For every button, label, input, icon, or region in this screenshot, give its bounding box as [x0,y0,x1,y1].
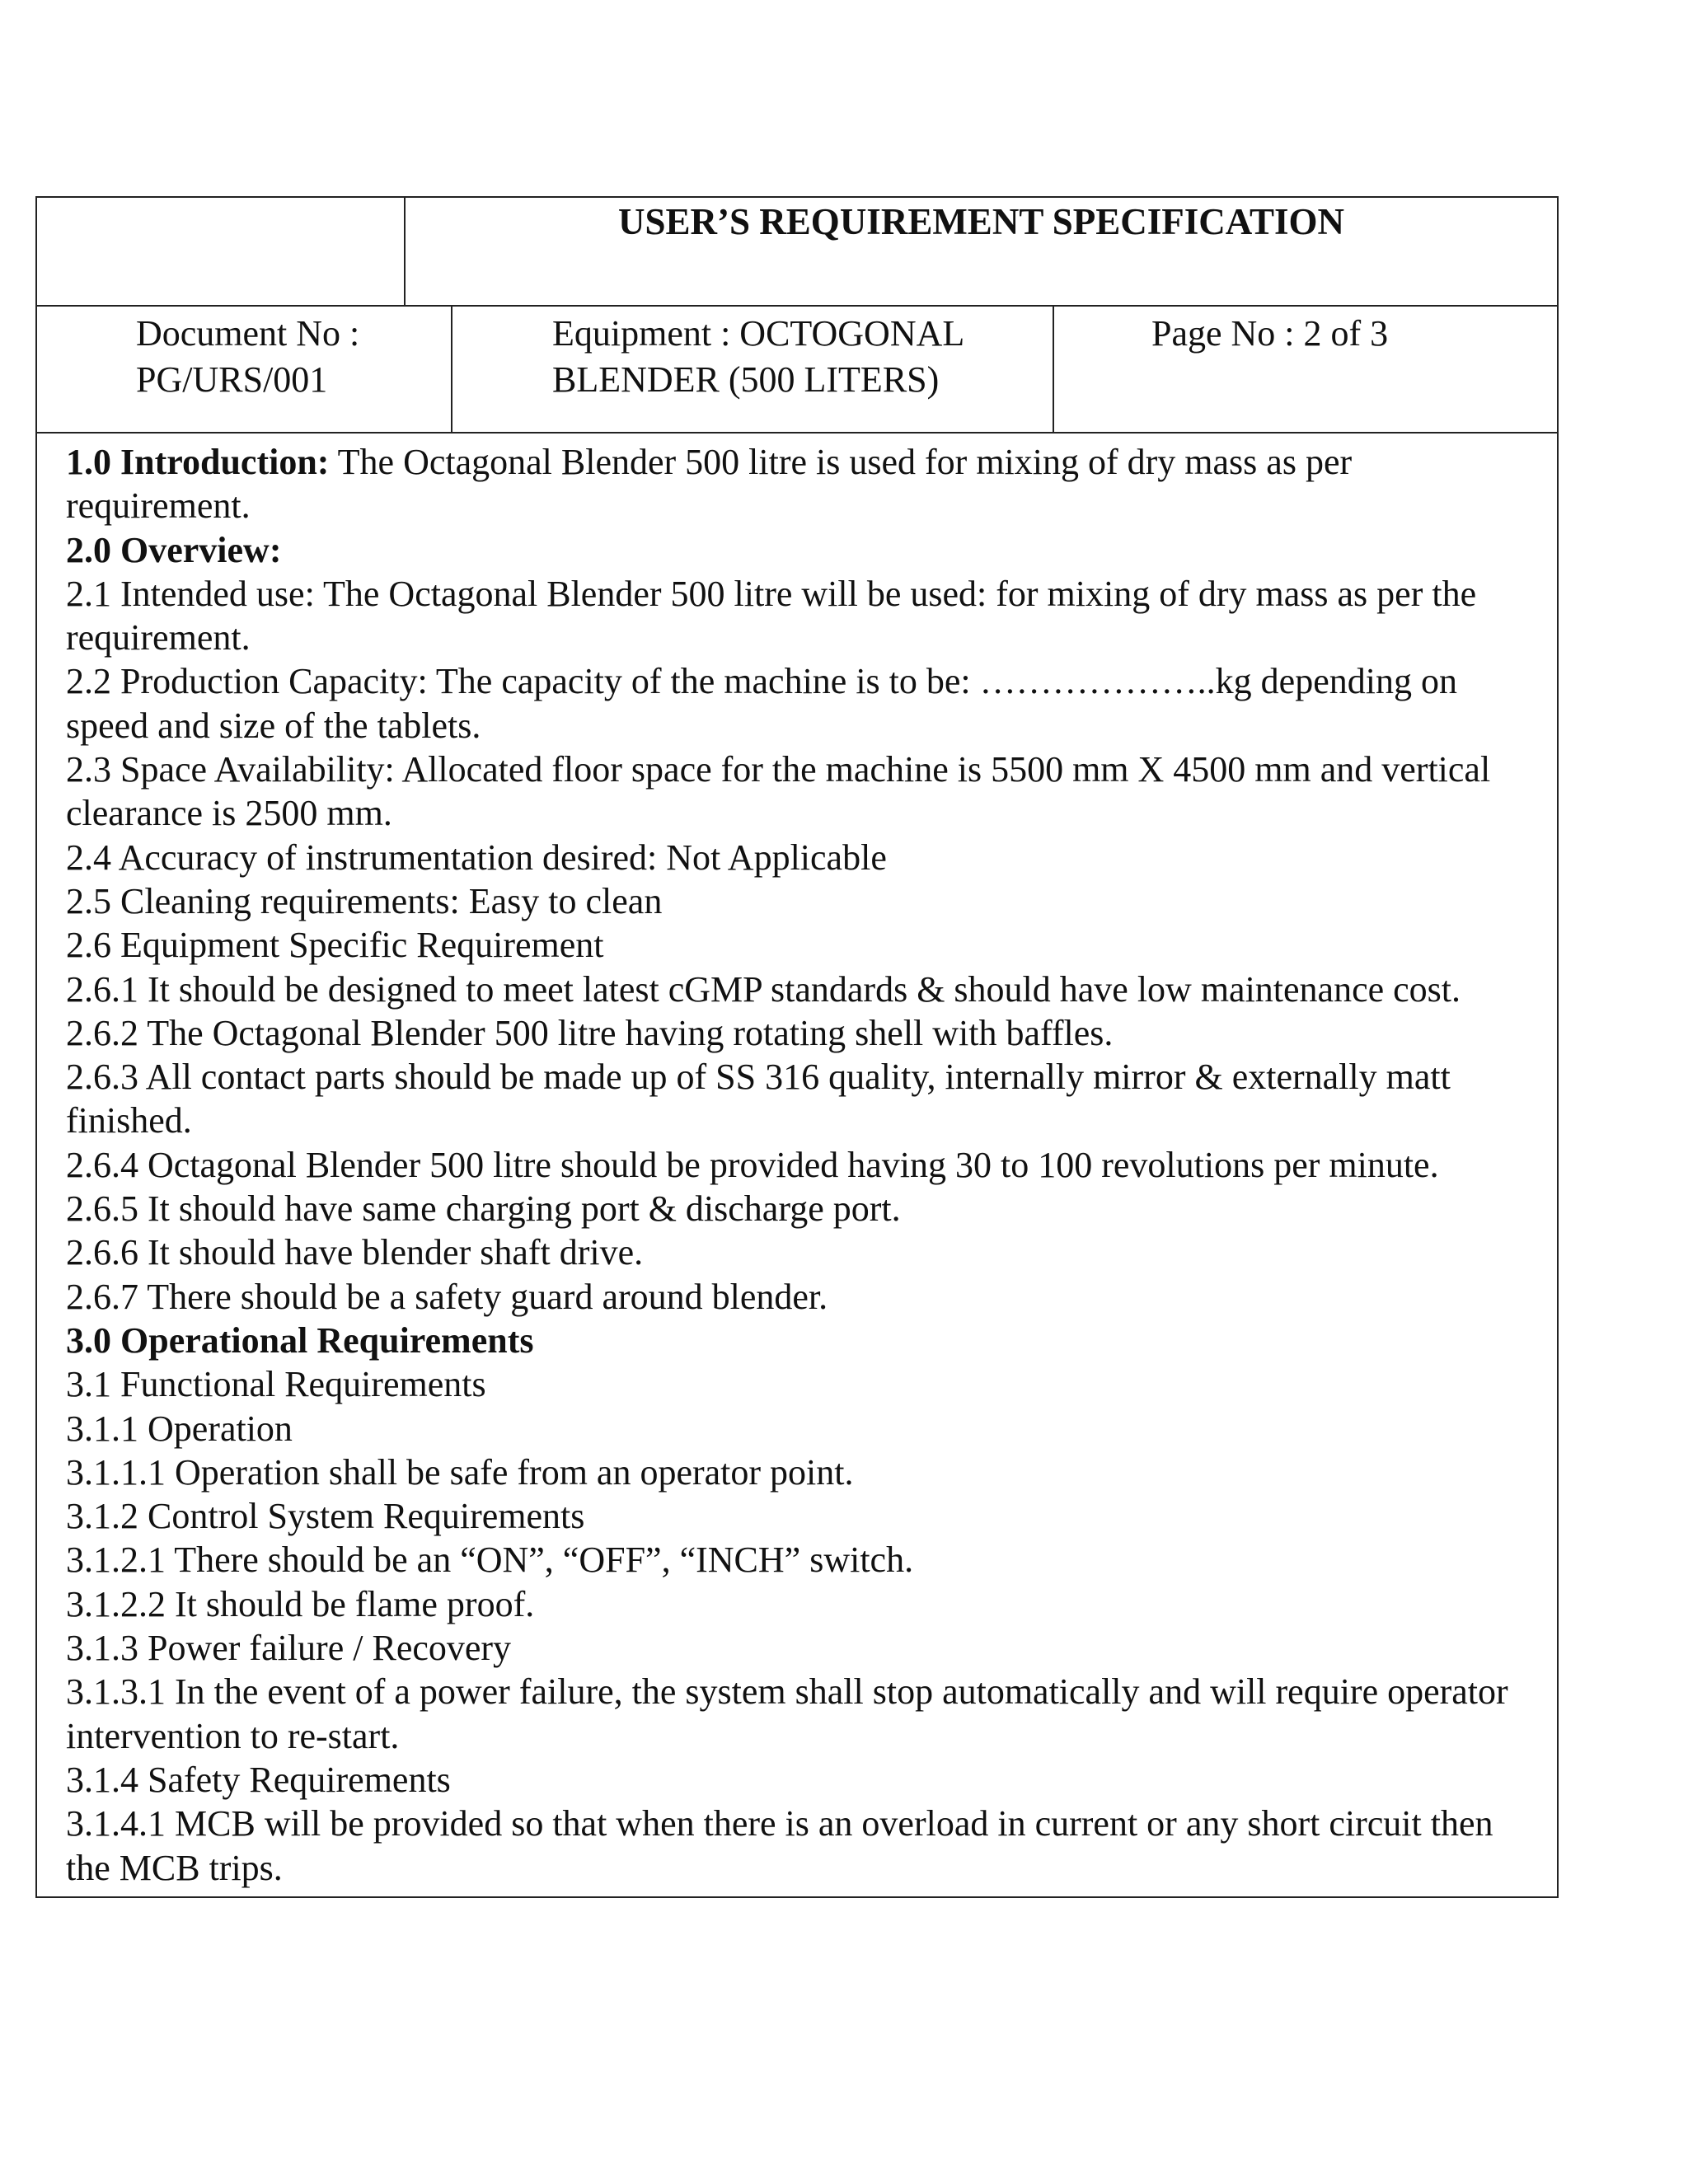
specification-body [37,434,1557,1896]
equipment-cell [552,311,964,403]
operational-heading: 3.0 Operational Requirements [66,1319,534,1361]
item-2-5: 2.5 Cleaning requirements: Easy to clean [66,880,663,921]
item-3-1-2-2: 3.1.2.2 It should be flame proof. [66,1583,535,1624]
item-3-1: 3.1 Functional Requirements [66,1364,486,1405]
title-row [37,198,1557,307]
meta-row [37,307,1557,434]
item-3-1-2-1: 3.1.2.1 There should be an “ON”, “OFF”, “INCH” switch. [66,1540,914,1581]
item-2-6-4: 2.6.4 Octagonal Blender 500 litre should be provided having 30 to 100 revolutions per minute. [66,1144,1439,1185]
item-3-1-1: 3.1.1 Operation [66,1408,293,1449]
urs-document-table [35,196,1559,1898]
overview-heading: 2.0 Overview: [66,529,282,570]
introduction-heading: 1.0 Introduction: [66,442,330,482]
page-number-cell [1151,311,1388,357]
item-3-1-4-1: 3.1.4.1 MCB will be provided so that when there is an overload in current or any short circuit then the MCB trips. [66,1803,1493,1888]
item-2-6-5: 2.6.5 It should have same charging port & discharge port. [66,1188,901,1230]
introduction-paragraph [66,440,1540,528]
equipment-line-1: Equipment : OCTOGONAL [552,313,965,354]
document-number-label: Document No : [136,313,360,354]
item-2-6-1: 2.6.1 It should be designed to meet latest cGMP standards & should have low maintenance cost. [66,968,1461,1010]
document-number-value: PG/URS/001 [136,359,328,400]
item-3-1-3-1: 3.1.3.1 In the event of a power failure, the system shall stop automatically and will require operator intervention to re-start. [66,1671,1508,1756]
item-2-6-2: 2.6.2 The Octagonal Blender 500 litre having rotating shell with baffles. [66,1012,1114,1053]
item-2-6-3: 2.6.3 All contact parts should be made up of SS 316 quality, internally mirror & externally matt finished. [66,1057,1451,1141]
item-2-6-6: 2.6.6 It should have blender shaft drive. [66,1232,644,1273]
item-2-2: 2.2 Production Capacity: The capacity of the machine is to be: ………………..kg depending on speed and size of the tablets. [66,661,1457,746]
document-number-cell [136,311,359,403]
item-3-1-4: 3.1.4 Safety Requirements [66,1759,451,1800]
item-3-1-1-1: 3.1.1.1 Operation shall be safe from an operator point. [66,1451,854,1493]
page-number: Page No : 2 of 3 [1151,313,1389,354]
item-3-1-3: 3.1.3 Power failure / Recovery [66,1628,512,1669]
item-2-6: 2.6 Equipment Specific Requirement [66,925,604,966]
introduction-text: The Octagonal Blender 500 litre is used for mixing of dry mass as per requirement. [66,442,1353,527]
item-2-3: 2.3 Space Availability: Allocated floor space for the machine is 5500 mm X 4500 mm and vertical clearance is 2500 mm. [66,749,1491,834]
document-title: USER’S REQUIREMENT SPECIFICATION [618,201,1344,242]
item-2-4: 2.4 Accuracy of instrumentation desired: Not Applicable [66,837,887,878]
meta-divider-1 [451,307,452,432]
equipment-line-2: BLENDER (500 LITERS) [552,359,940,400]
item-3-1-2: 3.1.2 Control System Requirements [66,1496,585,1537]
meta-divider-2 [1053,307,1054,432]
item-2-6-7: 2.6.7 There should be a safety guard around blender. [66,1276,828,1317]
item-2-1: 2.1 Intended use: The Octagonal Blender 500 litre will be used: for mixing of dry mass as per the requirement. [66,573,1477,658]
